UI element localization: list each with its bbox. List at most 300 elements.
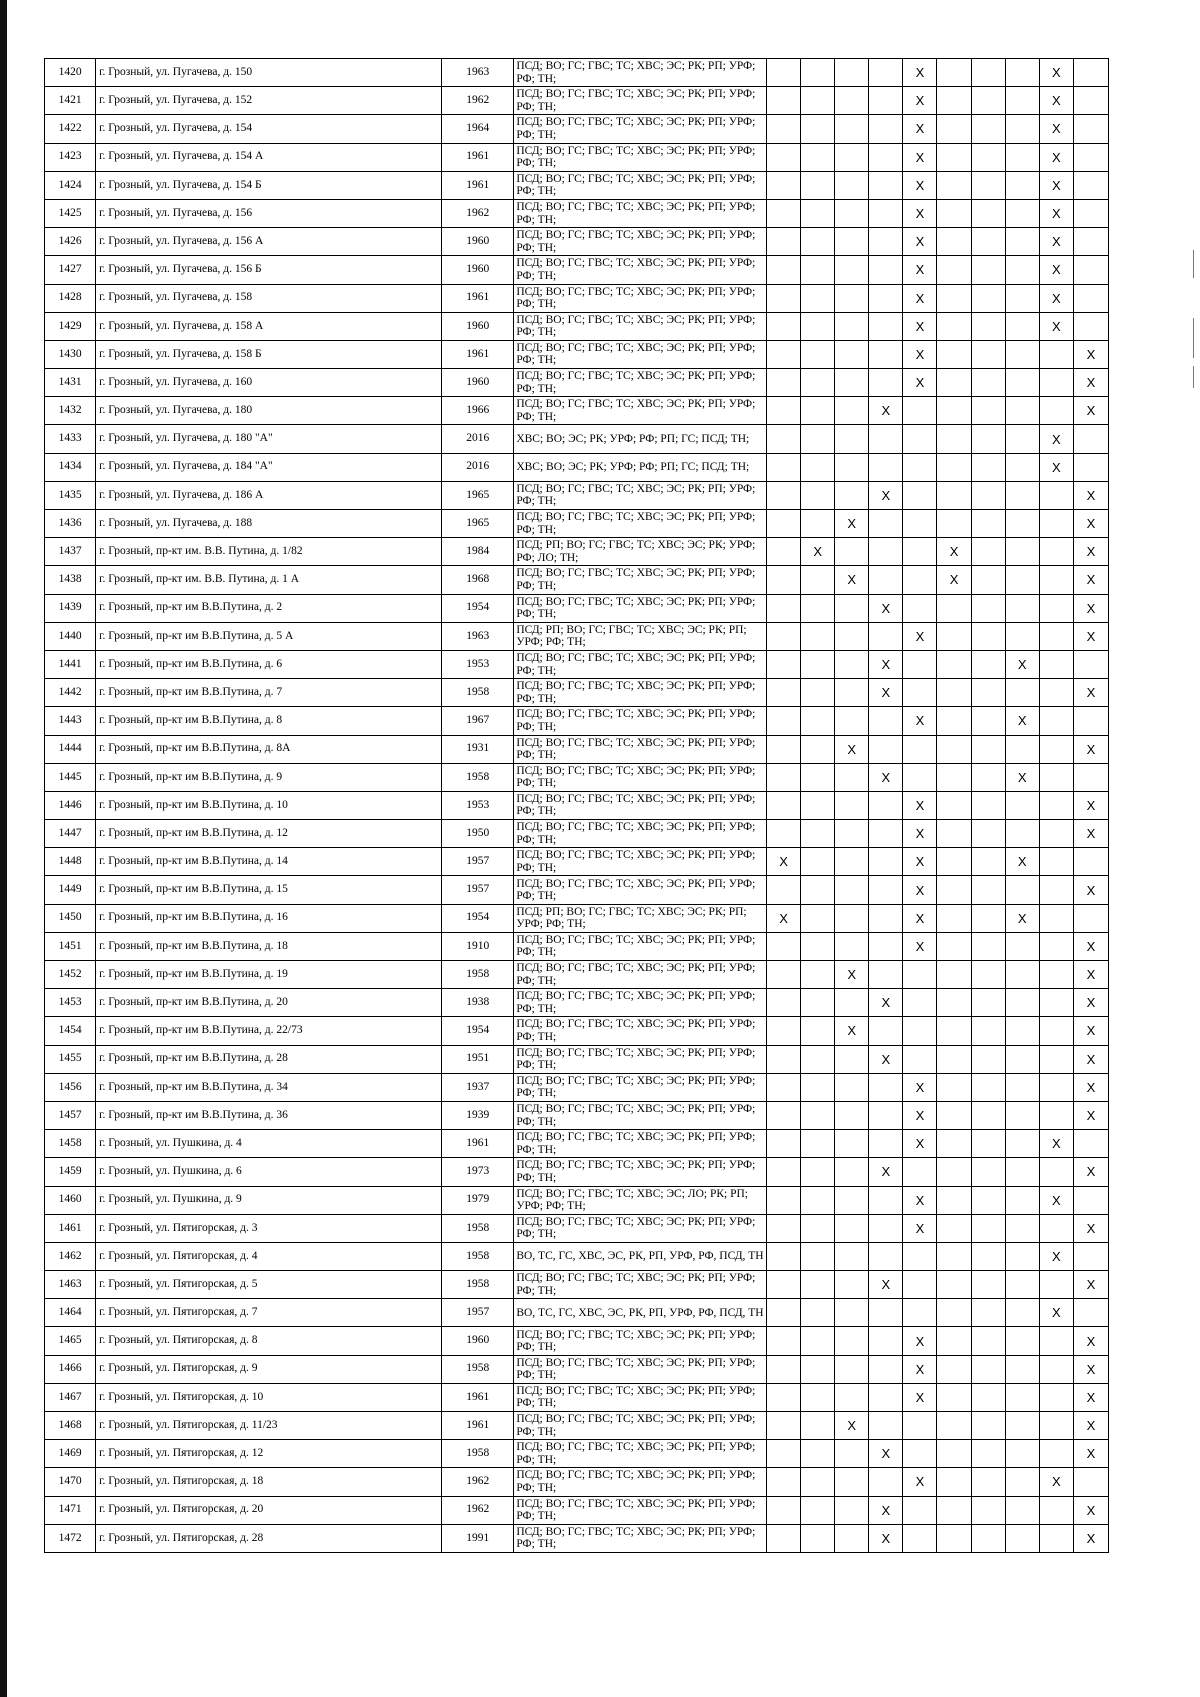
mark-cell-10: X <box>1073 1355 1108 1383</box>
mark-cell-9 <box>1039 791 1073 819</box>
mark-cell-5 <box>903 510 937 538</box>
mark-cell-4 <box>869 820 903 848</box>
address-cell: г. Грозный, ул. Пушкина, д. 4 <box>96 1130 442 1158</box>
mark-cell-1 <box>767 256 801 284</box>
mark-cell-1 <box>767 510 801 538</box>
row-number-cell: 1430 <box>45 340 96 368</box>
mark-cell-2 <box>801 143 835 171</box>
table-row <box>45 312 1109 340</box>
mark-cell-2 <box>801 171 835 199</box>
row-number-cell: 1444 <box>45 735 96 763</box>
mark-cell-6 <box>937 1242 971 1270</box>
table-row <box>45 566 1109 594</box>
mark-cell-10: X <box>1073 566 1108 594</box>
mark-cell-8 <box>1005 594 1039 622</box>
mark-cell-2 <box>801 566 835 594</box>
row-number-cell: 1466 <box>45 1355 96 1383</box>
mark-cell-1 <box>767 369 801 397</box>
mark-cell-1 <box>767 1130 801 1158</box>
mark-cell-8 <box>1005 566 1039 594</box>
mark-cell-6 <box>937 87 971 115</box>
mark-cell-6 <box>937 1440 971 1468</box>
mark-cell-1 <box>767 707 801 735</box>
mark-cell-6 <box>937 707 971 735</box>
mark-cell-3 <box>835 594 869 622</box>
mark-cell-6 <box>937 312 971 340</box>
address-cell: г. Грозный, ул. Пятигорская, д. 7 <box>96 1299 442 1327</box>
mark-cell-10 <box>1073 650 1108 678</box>
mark-cell-5 <box>903 1440 937 1468</box>
mark-cell-7 <box>971 1186 1005 1214</box>
mark-cell-1 <box>767 228 801 256</box>
mark-cell-5: X <box>903 932 937 960</box>
address-cell: г. Грозный, ул. Пугачева, д. 152 <box>96 87 442 115</box>
mark-cell-5: X <box>903 369 937 397</box>
address-cell: г. Грозный, пр-кт им В.В.Путина, д. 8А <box>96 735 442 763</box>
address-cell: г. Грозный, пр-кт им. В.В. Путина, д. 1/82 <box>96 538 442 566</box>
mark-cell-8 <box>1005 369 1039 397</box>
year-built-cell: 1961 <box>442 1383 514 1411</box>
services-cell: ХВС; ВО; ЭС; РК; УРФ; РФ; РП; ГС; ПСД; ТН; <box>514 453 767 481</box>
mark-cell-2 <box>801 340 835 368</box>
mark-cell-6 <box>937 284 971 312</box>
mark-cell-3 <box>835 1383 869 1411</box>
services-cell: ПСД; ВО; ГС; ГВС; ТС; ХВС; ЭС; РК; РП; УРФ; РФ; ТН; <box>514 1271 767 1299</box>
mark-cell-6 <box>937 256 971 284</box>
mark-cell-9 <box>1039 679 1073 707</box>
mark-cell-9 <box>1039 1158 1073 1186</box>
mark-cell-5 <box>903 989 937 1017</box>
mark-cell-8 <box>1005 171 1039 199</box>
mark-cell-5: X <box>903 59 937 87</box>
mark-cell-1 <box>767 312 801 340</box>
scan-edge <box>0 0 7 1697</box>
mark-cell-2 <box>801 848 835 876</box>
address-cell: г. Грозный, пр-кт им В.В.Путина, д. 9 <box>96 763 442 791</box>
mark-cell-1 <box>767 594 801 622</box>
mark-cell-5 <box>903 538 937 566</box>
mark-cell-10 <box>1073 59 1108 87</box>
mark-cell-7 <box>971 87 1005 115</box>
mark-cell-3 <box>835 453 869 481</box>
mark-cell-1 <box>767 932 801 960</box>
mark-cell-1 <box>767 566 801 594</box>
mark-cell-1 <box>767 1101 801 1129</box>
mark-cell-4: X <box>869 1524 903 1552</box>
services-cell: ПСД; ВО; ГС; ГВС; ТС; ХВС; ЭС; РК; РП; УРФ; РФ; ТН; <box>514 989 767 1017</box>
mark-cell-4: X <box>869 989 903 1017</box>
mark-cell-6 <box>937 961 971 989</box>
mark-cell-9: X <box>1039 143 1073 171</box>
year-built-cell: 1963 <box>442 622 514 650</box>
mark-cell-10 <box>1073 312 1108 340</box>
mark-cell-2 <box>801 1130 835 1158</box>
mark-cell-7 <box>971 1158 1005 1186</box>
mark-cell-3 <box>835 876 869 904</box>
mark-cell-5 <box>903 594 937 622</box>
mark-cell-8 <box>1005 1440 1039 1468</box>
services-cell: ПСД; ВО; ГС; ГВС; ТС; ХВС; ЭС; РК; РП; УРФ; РФ; ТН; <box>514 763 767 791</box>
mark-cell-7 <box>971 932 1005 960</box>
services-cell: ПСД; ВО; ГС; ГВС; ТС; ХВС; ЭС; РК; РП; УРФ; РФ; ТН; <box>514 481 767 509</box>
mark-cell-10 <box>1073 171 1108 199</box>
mark-cell-3 <box>835 538 869 566</box>
mark-cell-3 <box>835 1299 869 1327</box>
row-number-cell: 1425 <box>45 199 96 227</box>
address-cell: г. Грозный, ул. Пятигорская, д. 20 <box>96 1496 442 1524</box>
mark-cell-9: X <box>1039 312 1073 340</box>
mark-cell-10 <box>1073 1130 1108 1158</box>
mark-cell-4 <box>869 369 903 397</box>
row-number-cell: 1456 <box>45 1073 96 1101</box>
mark-cell-3: X <box>835 510 869 538</box>
address-cell: г. Грозный, ул. Пятигорская, д. 10 <box>96 1383 442 1411</box>
mark-cell-3 <box>835 397 869 425</box>
mark-cell-7 <box>971 1271 1005 1299</box>
mark-cell-9 <box>1039 848 1073 876</box>
mark-cell-1 <box>767 1412 801 1440</box>
mark-cell-6 <box>937 369 971 397</box>
year-built-cell: 1957 <box>442 876 514 904</box>
row-number-cell: 1465 <box>45 1327 96 1355</box>
mark-cell-2: X <box>801 538 835 566</box>
mark-cell-8: X <box>1005 848 1039 876</box>
year-built-cell: 1953 <box>442 791 514 819</box>
mark-cell-2 <box>801 425 835 453</box>
row-number-cell: 1447 <box>45 820 96 848</box>
mark-cell-3 <box>835 1186 869 1214</box>
mark-cell-8 <box>1005 876 1039 904</box>
row-number-cell: 1448 <box>45 848 96 876</box>
row-number-cell: 1439 <box>45 594 96 622</box>
mark-cell-10 <box>1073 1242 1108 1270</box>
mark-cell-6 <box>937 932 971 960</box>
mark-cell-1 <box>767 143 801 171</box>
mark-cell-6 <box>937 1101 971 1129</box>
row-number-cell: 1442 <box>45 679 96 707</box>
mark-cell-10 <box>1073 904 1108 932</box>
mark-cell-1: X <box>767 904 801 932</box>
mark-cell-1 <box>767 1299 801 1327</box>
mark-cell-6 <box>937 1045 971 1073</box>
year-built-cell: 1962 <box>442 1468 514 1496</box>
mark-cell-6 <box>937 1299 971 1327</box>
mark-cell-8: X <box>1005 707 1039 735</box>
mark-cell-1 <box>767 791 801 819</box>
services-cell: ПСД; ВО; ГС; ГВС; ТС; ХВС; ЭС; РК; РП; УРФ; РФ; ТН; <box>514 1468 767 1496</box>
mark-cell-9 <box>1039 594 1073 622</box>
mark-cell-5: X <box>903 1468 937 1496</box>
mark-cell-7 <box>971 989 1005 1017</box>
mark-cell-4 <box>869 848 903 876</box>
row-number-cell: 1432 <box>45 397 96 425</box>
mark-cell-5: X <box>903 1186 937 1214</box>
mark-cell-5: X <box>903 115 937 143</box>
address-cell: г. Грозный, пр-кт им В.В.Путина, д. 12 <box>96 820 442 848</box>
services-cell: ПСД; ВО; ГС; ГВС; ТС; ХВС; ЭС; РК; РП; УРФ; РФ; ТН; <box>514 1101 767 1129</box>
mark-cell-4 <box>869 1383 903 1411</box>
mark-cell-5 <box>903 1242 937 1270</box>
mark-cell-10: X <box>1073 932 1108 960</box>
mark-cell-10: X <box>1073 961 1108 989</box>
mark-cell-8 <box>1005 340 1039 368</box>
mark-cell-1 <box>767 59 801 87</box>
mark-cell-10: X <box>1073 369 1108 397</box>
table-row <box>45 1214 1109 1242</box>
row-number-cell: 1433 <box>45 425 96 453</box>
table-row <box>45 1327 1109 1355</box>
mark-cell-10 <box>1073 453 1108 481</box>
mark-cell-6 <box>937 115 971 143</box>
mark-cell-1 <box>767 1158 801 1186</box>
mark-cell-3 <box>835 1045 869 1073</box>
table-row <box>45 679 1109 707</box>
mark-cell-7 <box>971 312 1005 340</box>
mark-cell-2 <box>801 1412 835 1440</box>
mark-cell-4 <box>869 143 903 171</box>
address-cell: г. Грозный, пр-кт им В.В.Путина, д. 28 <box>96 1045 442 1073</box>
mark-cell-8 <box>1005 1214 1039 1242</box>
services-cell: ПСД; ВО; ГС; ГВС; ТС; ХВС; ЭС; РК; РП; УРФ; РФ; ТН; <box>514 679 767 707</box>
table-row <box>45 707 1109 735</box>
mark-cell-7 <box>971 679 1005 707</box>
table-row <box>45 453 1109 481</box>
year-built-cell: 1961 <box>442 143 514 171</box>
row-number-cell: 1451 <box>45 932 96 960</box>
mark-cell-3 <box>835 763 869 791</box>
mark-cell-8 <box>1005 143 1039 171</box>
mark-cell-7 <box>971 256 1005 284</box>
row-number-cell: 1437 <box>45 538 96 566</box>
mark-cell-3: X <box>835 961 869 989</box>
mark-cell-9: X <box>1039 115 1073 143</box>
mark-cell-7 <box>971 1017 1005 1045</box>
mark-cell-8 <box>1005 1412 1039 1440</box>
mark-cell-6: X <box>937 538 971 566</box>
mark-cell-8 <box>1005 87 1039 115</box>
mark-cell-5 <box>903 397 937 425</box>
mark-cell-8 <box>1005 425 1039 453</box>
mark-cell-8 <box>1005 199 1039 227</box>
year-built-cell: 1958 <box>442 1214 514 1242</box>
services-cell: ПСД; ВО; ГС; ГВС; ТС; ХВС; ЭС; РК; РП; УРФ; РФ; ТН; <box>514 87 767 115</box>
mark-cell-10: X <box>1073 679 1108 707</box>
mark-cell-5: X <box>903 340 937 368</box>
mark-cell-1 <box>767 1271 801 1299</box>
mark-cell-9 <box>1039 1383 1073 1411</box>
mark-cell-7 <box>971 735 1005 763</box>
row-number-cell: 1426 <box>45 228 96 256</box>
table-row <box>45 1383 1109 1411</box>
mark-cell-5 <box>903 1496 937 1524</box>
address-cell: г. Грозный, пр-кт им В.В.Путина, д. 16 <box>96 904 442 932</box>
services-cell: ПСД; ВО; ГС; ГВС; ТС; ХВС; ЭС; РК; РП; УРФ; РФ; ТН; <box>514 961 767 989</box>
mark-cell-7 <box>971 566 1005 594</box>
mark-cell-2 <box>801 1440 835 1468</box>
mark-cell-3 <box>835 848 869 876</box>
services-cell: ХВС; ВО; ЭС; РК; УРФ; РФ; РП; ГС; ПСД; ТН; <box>514 425 767 453</box>
mark-cell-9: X <box>1039 59 1073 87</box>
mark-cell-2 <box>801 59 835 87</box>
mark-cell-8 <box>1005 1468 1039 1496</box>
mark-cell-8 <box>1005 961 1039 989</box>
mark-cell-5: X <box>903 904 937 932</box>
mark-cell-6 <box>937 199 971 227</box>
mark-cell-6 <box>937 1130 971 1158</box>
mark-cell-5: X <box>903 1130 937 1158</box>
address-cell: г. Грозный, ул. Пугачева, д. 150 <box>96 59 442 87</box>
mark-cell-3 <box>835 115 869 143</box>
services-cell: ВО, ТС, ГС, ХВС, ЭС, РК, РП, УРФ, РФ, ПСД, ТН <box>514 1299 767 1327</box>
services-cell: ПСД; ВО; ГС; ГВС; ТС; ХВС; ЭС; РК; РП; УРФ; РФ; ТН; <box>514 256 767 284</box>
mark-cell-8 <box>1005 397 1039 425</box>
mark-cell-4: X <box>869 1045 903 1073</box>
mark-cell-8 <box>1005 1017 1039 1045</box>
address-cell: г. Грозный, пр-кт им В.В.Путина, д. 18 <box>96 932 442 960</box>
mark-cell-6 <box>937 59 971 87</box>
mark-cell-7 <box>971 1383 1005 1411</box>
services-cell: ПСД; ВО; ГС; ГВС; ТС; ХВС; ЭС; РК; РП; УРФ; РФ; ТН; <box>514 1355 767 1383</box>
services-cell: ПСД; ВО; ГС; ГВС; ТС; ХВС; ЭС; РК; РП; УРФ; РФ; ТН; <box>514 1496 767 1524</box>
mark-cell-1 <box>767 622 801 650</box>
mark-cell-10: X <box>1073 1524 1108 1552</box>
mark-cell-4: X <box>869 763 903 791</box>
mark-cell-4: X <box>869 1158 903 1186</box>
table-row <box>45 1355 1109 1383</box>
mark-cell-10: X <box>1073 1073 1108 1101</box>
address-cell: г. Грозный, ул. Пугачева, д. 158 А <box>96 312 442 340</box>
mark-cell-1 <box>767 340 801 368</box>
table-row <box>45 594 1109 622</box>
address-cell: г. Грозный, ул. Пятигорская, д. 28 <box>96 1524 442 1552</box>
year-built-cell: 1960 <box>442 228 514 256</box>
mark-cell-6 <box>937 904 971 932</box>
mark-cell-8 <box>1005 1045 1039 1073</box>
year-built-cell: 2016 <box>442 453 514 481</box>
mark-cell-7 <box>971 904 1005 932</box>
mark-cell-6 <box>937 1383 971 1411</box>
mark-cell-1 <box>767 1073 801 1101</box>
table-row <box>45 848 1109 876</box>
mark-cell-6 <box>937 1073 971 1101</box>
mark-cell-9: X <box>1039 425 1073 453</box>
mark-cell-4: X <box>869 1440 903 1468</box>
mark-cell-5: X <box>903 820 937 848</box>
mark-cell-2 <box>801 1496 835 1524</box>
mark-cell-8 <box>1005 481 1039 509</box>
mark-cell-7 <box>971 143 1005 171</box>
year-built-cell: 1954 <box>442 594 514 622</box>
mark-cell-2 <box>801 481 835 509</box>
mark-cell-7 <box>971 1327 1005 1355</box>
mark-cell-5: X <box>903 228 937 256</box>
mark-cell-9 <box>1039 538 1073 566</box>
mark-cell-10: X <box>1073 989 1108 1017</box>
row-number-cell: 1457 <box>45 1101 96 1129</box>
mark-cell-1 <box>767 1383 801 1411</box>
mark-cell-2 <box>801 369 835 397</box>
mark-cell-5: X <box>903 848 937 876</box>
mark-cell-4 <box>869 1242 903 1270</box>
address-cell: г. Грозный, ул. Пугачева, д. 156 А <box>96 228 442 256</box>
mark-cell-3 <box>835 1524 869 1552</box>
mark-cell-1 <box>767 735 801 763</box>
mark-cell-3 <box>835 707 869 735</box>
mark-cell-9 <box>1039 1355 1073 1383</box>
mark-cell-4 <box>869 115 903 143</box>
mark-cell-1 <box>767 171 801 199</box>
address-cell: г. Грозный, пр-кт им В.В.Путина, д. 5 А <box>96 622 442 650</box>
table-row <box>45 256 1109 284</box>
address-cell: г. Грозный, пр-кт им. В.В. Путина, д. 1 А <box>96 566 442 594</box>
mark-cell-3 <box>835 1355 869 1383</box>
table-row <box>45 87 1109 115</box>
mark-cell-2 <box>801 594 835 622</box>
year-built-cell: 1938 <box>442 989 514 1017</box>
table-row <box>45 1299 1109 1327</box>
services-cell: ПСД; ВО; ГС; ГВС; ТС; ХВС; ЭС; ЛО; РК; РП; УРФ; РФ; ТН; <box>514 1186 767 1214</box>
mark-cell-7 <box>971 284 1005 312</box>
mark-cell-10: X <box>1073 1045 1108 1073</box>
mark-cell-4 <box>869 1130 903 1158</box>
mark-cell-2 <box>801 510 835 538</box>
mark-cell-6 <box>937 650 971 678</box>
mark-cell-1 <box>767 284 801 312</box>
row-number-cell: 1452 <box>45 961 96 989</box>
mark-cell-10: X <box>1073 1327 1108 1355</box>
mark-cell-6 <box>937 453 971 481</box>
mark-cell-2 <box>801 1271 835 1299</box>
mark-cell-4 <box>869 171 903 199</box>
year-built-cell: 1910 <box>442 932 514 960</box>
mark-cell-1 <box>767 1355 801 1383</box>
mark-cell-4 <box>869 199 903 227</box>
mark-cell-7 <box>971 791 1005 819</box>
year-built-cell: 1961 <box>442 171 514 199</box>
mark-cell-9 <box>1039 904 1073 932</box>
services-cell: ПСД; ВО; ГС; ГВС; ТС; ХВС; ЭС; РК; РП; УРФ; РФ; ТН; <box>514 820 767 848</box>
mark-cell-5: X <box>903 143 937 171</box>
mark-cell-3 <box>835 1158 869 1186</box>
mark-cell-6 <box>937 1327 971 1355</box>
table-row <box>45 1045 1109 1073</box>
scan-mark <box>1193 366 1194 388</box>
year-built-cell: 1958 <box>442 679 514 707</box>
mark-cell-1 <box>767 1186 801 1214</box>
row-number-cell: 1462 <box>45 1242 96 1270</box>
row-number-cell: 1434 <box>45 453 96 481</box>
mark-cell-10: X <box>1073 510 1108 538</box>
mark-cell-9 <box>1039 1073 1073 1101</box>
mark-cell-3 <box>835 989 869 1017</box>
mark-cell-7 <box>971 707 1005 735</box>
row-number-cell: 1422 <box>45 115 96 143</box>
address-cell: г. Грозный, ул. Пугачева, д. 156 <box>96 199 442 227</box>
mark-cell-9: X <box>1039 1468 1073 1496</box>
year-built-cell: 1960 <box>442 369 514 397</box>
mark-cell-7 <box>971 820 1005 848</box>
mark-cell-2 <box>801 904 835 932</box>
address-cell: г. Грозный, ул. Пятигорская, д. 8 <box>96 1327 442 1355</box>
year-built-cell: 1958 <box>442 1242 514 1270</box>
mark-cell-3 <box>835 932 869 960</box>
mark-cell-3 <box>835 340 869 368</box>
mark-cell-5 <box>903 1412 937 1440</box>
mark-cell-2 <box>801 791 835 819</box>
address-cell: г. Грозный, ул. Пятигорская, д. 4 <box>96 1242 442 1270</box>
mark-cell-2 <box>801 1073 835 1101</box>
row-number-cell: 1436 <box>45 510 96 538</box>
